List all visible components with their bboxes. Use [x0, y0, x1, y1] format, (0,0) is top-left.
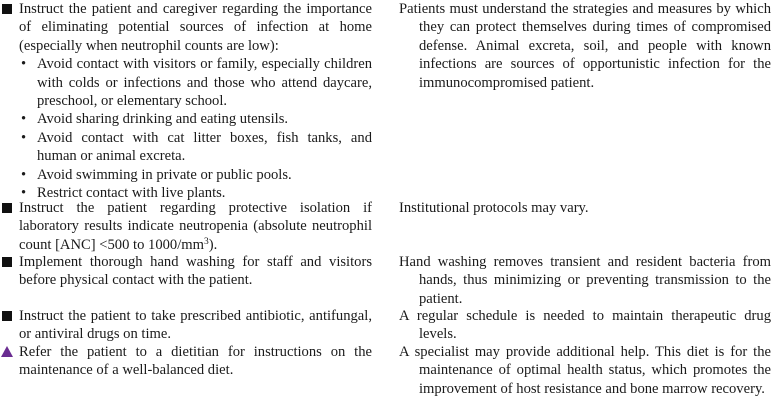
triangle-marker-icon [1, 346, 13, 357]
rationale-text: A specialist may provide additional help. This diet is for the maintenance of optimal health status, which promotes the improvement of host resistance and bone marrow recovery. [399, 344, 771, 397]
bullet-icon: • [21, 111, 27, 128]
rationale-text: Patients must understand the strategies and measures by which they can protect themselves during times of compromised defense. Animal excreta, soil, and people with known infections are sources of opportunistic infection for the immunocompromised patient. [399, 1, 771, 91]
intervention-text: Instruct the patient to take prescribed antibiotic, antifungal, or antiviral drugs on time. [19, 308, 372, 343]
bullet-icon: • [21, 129, 27, 146]
rationale-text: Institutional protocols may vary. [399, 200, 589, 216]
rationale-text: Hand washing removes transient and resident bacteria from hands, thus minimizing or preventing transmission to the patient. [399, 254, 771, 307]
list-item: • Avoid sharing drinking and eating utensils. [21, 111, 289, 128]
list-item: • Avoid contact with cat litter boxes, fish tanks, and human or animal excreta. [21, 129, 372, 165]
square-marker-icon [2, 203, 12, 213]
rationale-cell [399, 343, 771, 398]
list-item: • Avoid contact with visitors or family, especially children with colds or infections and those who attend daycare, preschool, or elementary school. [21, 56, 372, 110]
bullet-icon: • [21, 166, 27, 183]
rationale-cell [399, 0, 771, 92]
square-marker-icon [2, 257, 12, 267]
rationale-cell [399, 253, 771, 308]
rationale-text: A regular schedule is needed to maintain therapeutic drug levels. [399, 308, 771, 343]
rationale-cell [399, 307, 771, 344]
precaution-list [19, 55, 372, 202]
square-marker-icon [2, 4, 12, 14]
intervention-cell [0, 253, 372, 290]
intervention-cell [0, 307, 372, 344]
list-item: • Avoid swimming in private or public pools. [21, 166, 292, 183]
bullet-icon: • [21, 56, 27, 73]
bullet-icon: • [21, 185, 27, 202]
intervention-text: Implement thorough hand washing for staff and visitors before physical contact with the patient. [19, 254, 372, 289]
square-marker-icon [2, 311, 12, 321]
list-item: • Restrict contact with live plants. [21, 185, 226, 202]
intervention-cell [0, 343, 372, 380]
rationale-cell [399, 199, 771, 217]
intervention-text: Instruct the patient and caregiver regarding the importance of eliminating potential sources of infection at home (especially when neutrophil counts are low): [19, 1, 372, 54]
intervention-text: Instruct the patient regarding protective isolation if laboratory results indicate neutropenia (absolute neutrophil count [ANC] <500 to $1000/mm^3$). [19, 200, 372, 253]
intervention-text: Refer the patient to a dietitian for instructions on the maintenance of a well-balanced diet. [19, 344, 372, 379]
intervention-cell [0, 0, 372, 202]
intervention-cell [0, 199, 372, 254]
